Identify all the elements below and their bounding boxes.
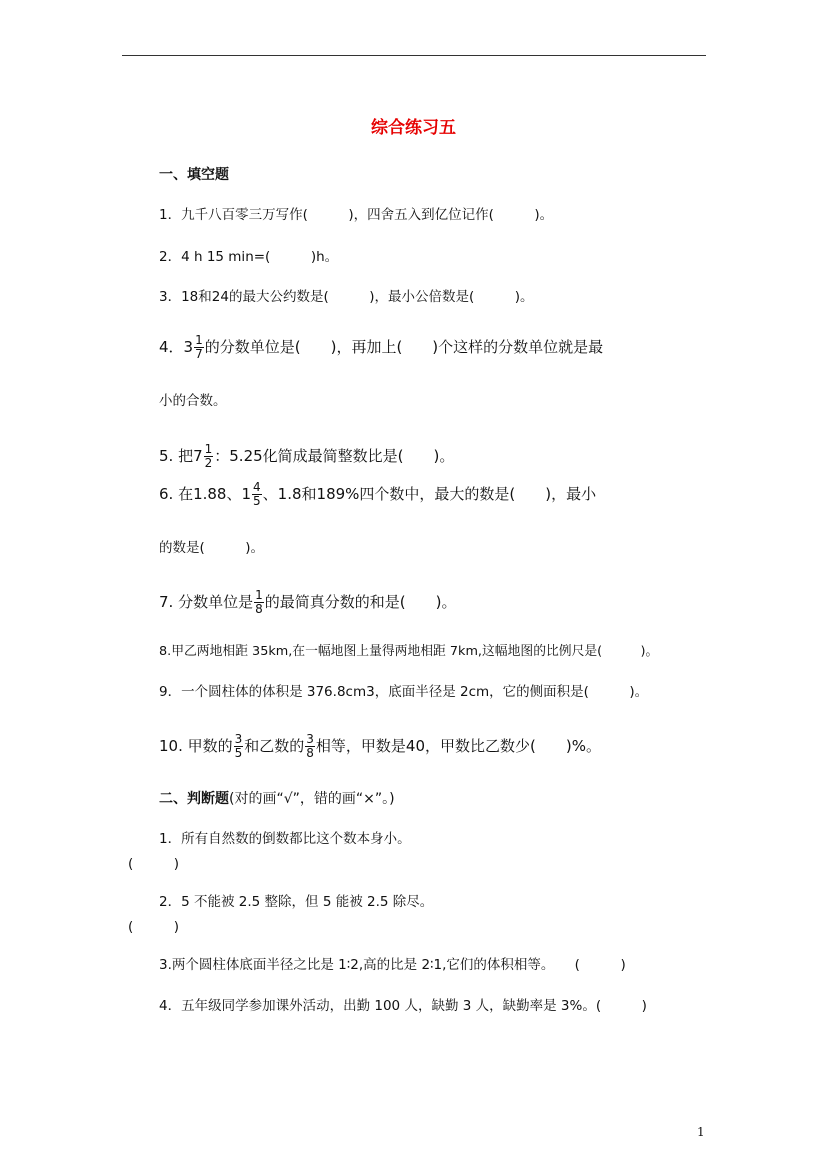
question-4-prefix: 4．3 — [159, 338, 194, 356]
question-10 — [159, 733, 601, 760]
question-6 — [159, 481, 596, 508]
question-7-suffix: 的最简真分数的和是( )。 — [264, 593, 457, 611]
question-7 — [159, 589, 456, 616]
header-rule — [122, 55, 706, 56]
question-8: 8.甲乙两地相距 35km,在一幅地图上量得两地相距 7km,这幅地图的比例尺是( )。 — [159, 644, 659, 659]
judgment-2-answer: ( ) — [128, 919, 180, 935]
fraction: $\frac{1}{8}$ — [255, 588, 263, 616]
judgment-4: 4．五年级同学参加课外活动，出勤 100 人，缺勤 3 人，缺勤率是 3%。( ) — [159, 998, 647, 1014]
section-true-false-heading: 二、判断题(对的画“√”，错的画“×”。) — [159, 791, 395, 807]
section-fill-in-heading: 一、填空题 — [159, 167, 229, 183]
page-number: 1 — [697, 1125, 705, 1139]
question-1: 1．九千八百零三万写作( )，四舍五入到亿位记作( )。 — [159, 207, 554, 223]
question-10-prefix: 10. 甲数的 — [159, 737, 233, 755]
judgment-1-answer: ( ) — [128, 856, 180, 872]
question-4-suffix: 的分数单位是( )，再加上( )个这样的分数单位就是最 — [204, 338, 604, 356]
judgment-2: 2．5 不能被 2.5 整除，但 5 能被 2.5 除尽。 — [159, 894, 434, 910]
judgment-1: 1．所有自然数的倒数都比这个数本身小。 — [159, 831, 411, 847]
question-5-suffix: ：5.25化简成最简整数比是( )。 — [214, 447, 455, 465]
question-5 — [159, 443, 454, 470]
question-4-continued: 小的合数。 — [159, 393, 227, 409]
page-title: 综合练习五 — [371, 118, 456, 138]
question-5-prefix: 5. 把7 — [159, 447, 203, 465]
question-7-prefix: 7. 分数单位是 — [159, 593, 254, 611]
fraction: $\frac{1}{2}$ — [204, 442, 213, 470]
question-3: 3．18和24的最大公约数是( )，最小公倍数是( )。 — [159, 289, 534, 305]
fraction: $\frac{1}{7}$ — [195, 333, 203, 361]
question-6-continued: 的数是( )。 — [159, 540, 265, 556]
question-10-mid: 和乙数的 — [244, 737, 305, 755]
question-10-suffix: 相等，甲数是40，甲数比乙数少( )%。 — [315, 737, 601, 755]
fraction: $\frac{3}{5}$ — [234, 732, 243, 760]
question-4 — [159, 334, 603, 361]
fraction: $\frac{4}{5}$ — [253, 480, 261, 508]
judgment-3: 3.两个圆柱体底面半径之比是 1∶2,高的比是 2∶1,它们的体积相等。 ( ) — [159, 957, 626, 973]
fraction: $\frac{3}{8}$ — [306, 732, 314, 760]
question-9: 9．一个圆柱体的体积是 376.8cm3，底面半径是 2cm，它的侧面积是( )。 — [159, 684, 649, 700]
question-6-suffix: 、1.8和189%四个数中，最大的数是( )，最小 — [262, 485, 597, 503]
question-6-prefix: 6. 在1.88、1 — [159, 485, 252, 503]
section-note: (对的画“√”，错的画“×”。) — [229, 791, 395, 807]
question-2: 2．4 h 15 min=( )h。 — [159, 249, 339, 265]
